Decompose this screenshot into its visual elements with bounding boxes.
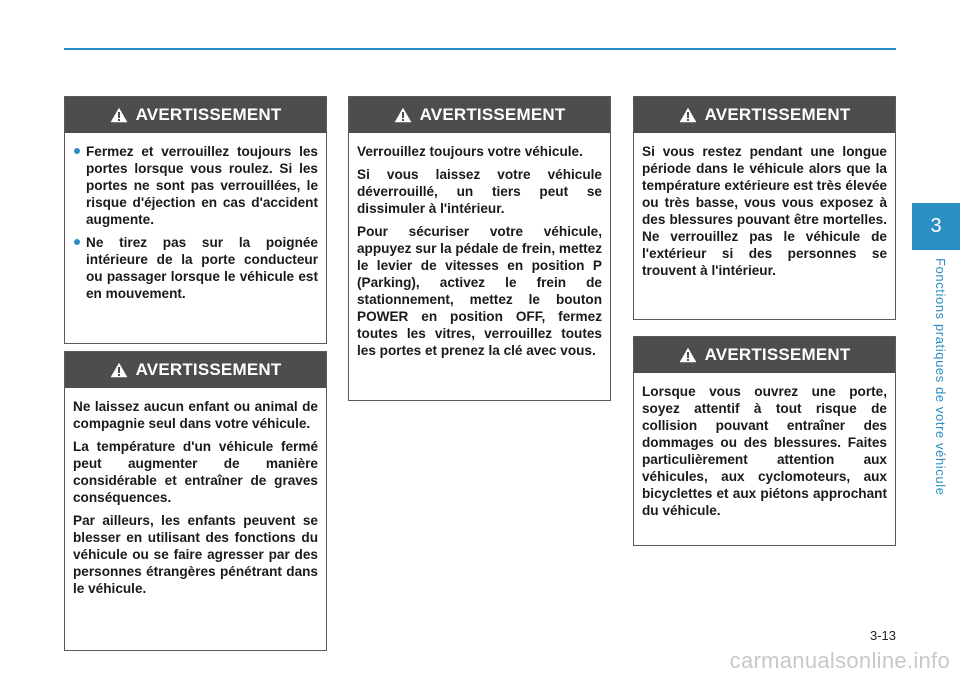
page-number: 3-13 <box>869 628 896 643</box>
warning-header <box>65 97 326 133</box>
bullet-list <box>73 143 318 302</box>
warning-header <box>634 337 895 373</box>
warning-box-doors <box>64 96 327 344</box>
warning-triangle-icon <box>110 107 128 123</box>
chapter-tab <box>912 203 960 250</box>
warning-title: AVERTISSEMENT <box>135 360 282 379</box>
warning-title: AVERTISSEMENT <box>704 105 851 124</box>
warning-header <box>349 97 610 133</box>
warning-body <box>349 133 610 359</box>
warning-box-children <box>64 351 327 651</box>
chapter-title: Fonctions pratiques de votre véhicule <box>933 258 948 496</box>
warning-body <box>634 373 895 519</box>
warning-box-lock-vehicle <box>348 96 611 401</box>
top-rule <box>64 48 896 50</box>
warning-triangle-icon <box>679 107 697 123</box>
warning-header <box>65 352 326 388</box>
warning-title: AVERTISSEMENT <box>135 105 282 124</box>
bullet-dot <box>74 239 80 245</box>
warning-paragraph: Si vous restez pendant une longue période dans le véhicule alors que la température extérieure est très élevée ou très basse, vous vous exposez à des blessures pouvant être mortelles. Ne verrouillez pas le véhicule de l'extérieur si des personnes se trouvent à l'intérieur. <box>642 144 887 278</box>
warning-box-temperature <box>633 96 896 320</box>
warning-paragraph: Verrouillez toujours votre véhicule. <box>357 144 583 159</box>
bullet-dot <box>74 148 80 154</box>
warning-body <box>65 388 326 597</box>
warning-paragraph: Si vous laissez votre véhicule déverrouillé, un tiers peut se dissimuler à l'intérieur. <box>357 167 602 216</box>
warning-box-opening-door <box>633 336 896 546</box>
warning-header <box>634 97 895 133</box>
watermark: carmanualsonline.info <box>729 648 950 673</box>
warning-triangle-icon <box>110 362 128 378</box>
warning-paragraph: Par ailleurs, les enfants peuvent se blesser en utilisant des fonctions du véhicule ou se faire agresser par des personnes étrangères pénétrant dans le véhicule. <box>73 513 318 596</box>
bullet-text: Ne tirez pas sur la poignée intérieure de la porte conducteur ou passager lorsque le véhicule est en mouvement. <box>86 235 318 301</box>
warning-body <box>634 133 895 279</box>
bullet-text: Fermez et verrouillez toujours les portes lorsque vous roulez. Si les portes ne sont pas verrouillées, le risque d'éjection en cas d'accident augmente. <box>86 144 318 227</box>
warning-title: AVERTISSEMENT <box>419 105 566 124</box>
list-item <box>73 234 318 302</box>
warning-triangle-icon <box>394 107 412 123</box>
warning-paragraph: Lorsque vous ouvrez une porte, soyez attentif à tout risque de collision pouvant entraîner des dommages ou des blessures. Faites particulièrement attention aux véhicules, aux cyclomoteurs, aux bicyclettes et aux piétons approchant du véhicule. <box>642 384 887 518</box>
warning-triangle-icon <box>679 347 697 363</box>
warning-body <box>65 133 326 302</box>
warning-paragraph: Ne laissez aucun enfant ou animal de compagnie seul dans votre véhicule. <box>73 399 318 431</box>
list-item <box>73 143 318 228</box>
warning-title: AVERTISSEMENT <box>704 345 851 364</box>
warning-paragraph: La température d'un véhicule fermé peut augmenter de manière considérable et entraîner de graves conséquences. <box>73 439 318 505</box>
chapter-number: 3 <box>930 215 942 237</box>
warning-paragraph: Pour sécuriser votre véhicule, appuyez sur la pédale de frein, mettez le levier de vitesses en position P (Parking), activez le frein de stationnement, mettez le bouton POWER en position OFF, fermez toutes les vitres, verrouillez toutes les portes et prenez la clé avec vous. <box>357 224 602 358</box>
